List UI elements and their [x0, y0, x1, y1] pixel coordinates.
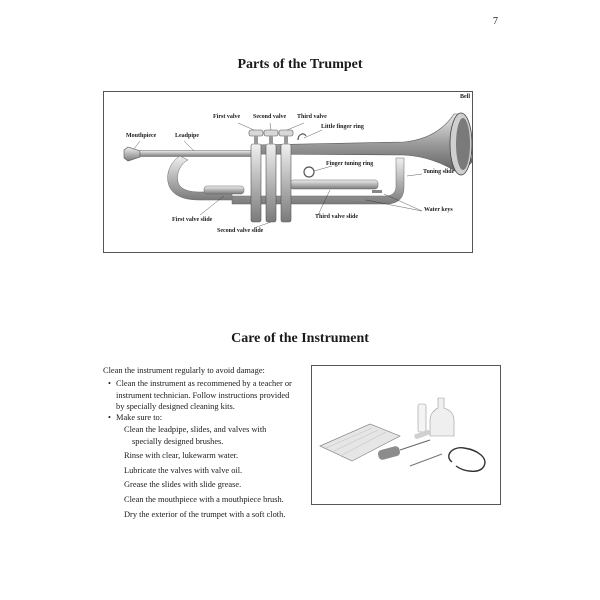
valve-oil-bottle-icon: [418, 404, 426, 432]
water-key-2: [354, 198, 364, 201]
valve-button-1: [249, 130, 263, 136]
valve-casing-3: [281, 144, 291, 222]
snake-brush-icon: [449, 448, 485, 472]
care-step-1a: Clean the leadpipe, slides, and valves with: [124, 425, 267, 434]
care-bullet-1-line-1: Clean the instrument as recommened by a teacher or: [116, 379, 292, 388]
label-second-valve: Second valve: [253, 114, 287, 120]
care-bullet-1: [108, 378, 292, 413]
cleaning-kit-illustration: [312, 366, 500, 504]
care-bullet-1-line-2: instrument technician. Follow instructions provided: [116, 390, 290, 400]
parts-title: Parts of the Trumpet: [237, 57, 363, 72]
trumpet-illustration: [104, 92, 472, 252]
first-valve-slide-shape: [204, 186, 244, 194]
mouthpiece-brush-icon: [410, 454, 442, 466]
valve-casing-2: [266, 144, 276, 222]
valve-button-3: [279, 130, 293, 136]
label-second-valve-slide: Second valve slide: [217, 228, 264, 234]
finger-tuning-ring-shape: [304, 167, 314, 177]
care-intro: Clean the instrument regularly to avoid damage:: [103, 366, 265, 375]
care-step-6: Dry the exterior of the trumpet with a soft cloth.: [124, 509, 286, 519]
little-finger-ring-shape: [298, 134, 306, 140]
care-step-4: Grease the slides with slide grease.: [124, 480, 242, 490]
care-bullet-2-text: Make sure to:: [116, 413, 163, 422]
label-little-finger-ring: Little finger ring: [321, 124, 364, 130]
valve-casing-1: [251, 144, 261, 222]
leadpipe-shape: [140, 151, 260, 157]
cleaning-kit-figure: [311, 365, 501, 505]
care-step-3: Lubricate the valves with valve oil.: [124, 465, 243, 475]
bullet-dot: •: [108, 379, 111, 388]
care-title: Care of the Instrument: [231, 331, 369, 346]
label-water-keys: Water keys: [424, 207, 453, 213]
label-third-valve: Third valve: [297, 114, 327, 120]
care-bullet-1-line-3: by specially designed cleaning kits.: [116, 402, 235, 412]
page-number: 7: [493, 16, 498, 27]
label-tuning-slide: Tuning slide: [423, 169, 455, 175]
label-first-valve: First valve: [213, 114, 241, 120]
label-first-valve-slide: First valve slide: [172, 217, 213, 223]
mouthpiece-shape: [124, 147, 140, 161]
label-mouthpiece: Mouthpiece: [126, 133, 157, 139]
label-leadpipe: Leadpipe: [175, 133, 200, 139]
cleaning-bottle-icon: [430, 398, 454, 436]
trumpet-figure: [103, 91, 473, 253]
care-step-2: Rinse with clear, lukewarm water.: [124, 451, 239, 461]
label-bell: Bell: [460, 94, 470, 100]
valve-button-2: [264, 130, 278, 136]
bullet-dot: •: [108, 413, 111, 422]
care-bullet-2: [108, 412, 163, 424]
third-valve-slide-shape: [290, 180, 378, 189]
water-key-1: [372, 190, 382, 193]
label-third-valve-slide: Third valve slide: [315, 214, 359, 220]
valve-brush-icon: [377, 445, 401, 460]
bell-inner-shape: [456, 118, 470, 170]
care-step-5: Clean the mouthpiece with a mouthpiece brush.: [124, 494, 284, 504]
care-steps: [124, 424, 285, 520]
label-finger-tuning-ring: Finger tuning ring: [326, 161, 374, 167]
care-step-1b: specially designed brushes.: [132, 436, 224, 446]
